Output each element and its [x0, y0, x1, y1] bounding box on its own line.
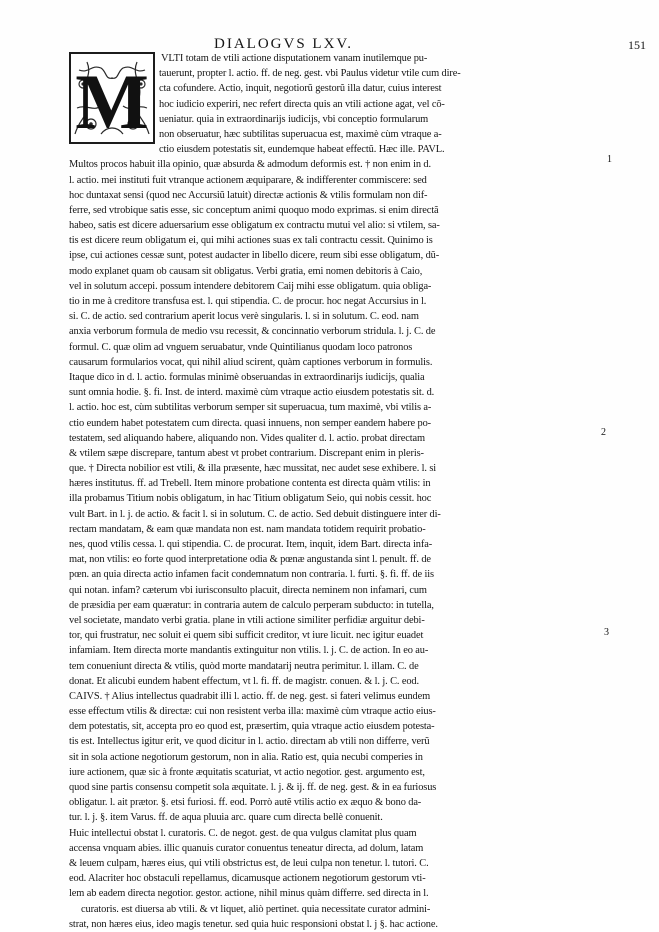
page-number: 151 — [628, 38, 646, 52]
foliage-ornament-icon — [71, 54, 153, 145]
text-line: tis est dicere reum obligatum ei, qui mihi actiones suas ex tali contractu cessit. Quinimo is — [69, 235, 433, 247]
text-line: de præsidia per eam quæratur: in contraria autem de calculo perperam subducto: in tutella, — [69, 599, 434, 611]
text-line: tauerunt, propter l. actio. ff. de neg. gest. vbi Paulus videtur vtile cum dire- — [159, 68, 461, 80]
text-line: ctio eundem habet potestatem cum directa. quasi innuens, non semper eandem habere po- — [69, 417, 432, 429]
text-line: Huic intellectui obstat l. curatoris. C. de negot. gest. de qua vulgus clamitat plus quam — [69, 827, 417, 839]
text-line: strat, non hæres eius, ideo magis tenetur. sed quia huic responsioni obstat l. j §. hac actione. — [69, 918, 438, 930]
text-line: l. actio. mei instituti fuit vtranque actionem æquiparare, & indifferenter commiscere: sed — [69, 174, 427, 186]
initial-letter: M — [75, 58, 149, 145]
text-line: lem ab eadem directa negotior. gestor. actione, nihil minus quàm differre. sed directa in l. — [69, 888, 429, 900]
margin-note: 2 — [601, 427, 606, 438]
text-line: quod sine partis consensu competit sola æquitate. l. j. & ij. ff. de neg. gest. & in ea furiosus — [69, 782, 437, 793]
text-line: Multos procos habuit illa opinio, quæ absurda & admodum deformis est. † non enim in d. — [69, 159, 431, 171]
text-line: illa probamus Titium nobis obligatum, in hac Titium obligatum Seio, qui nobis cessit. hoc — [69, 493, 432, 505]
running-title: DIALOGVS LXV. — [214, 36, 354, 52]
text-line: ueniatur. quia in extraordinarijs iudicijs, vbi conceptio formularum — [159, 113, 429, 125]
text-line: CAIVS. † Alius intellectus quadrabit illi l. actio. ff. de neg. gest. si fateri velimus eundem — [69, 690, 431, 702]
text-line: tio in me à creditore transfusa est. l. qui stipendia. C. de procur. hoc negat Accursius in l. — [69, 296, 427, 307]
text-line: habeo, satis est dicere aduersarium esse obligatum ex contractu mutui vel alio: si vtilem, sa- — [69, 220, 440, 232]
text-line: hæres institutus. ff. ad Trebell. Item minore probatione contenta est directa quàm vtilis: in — [69, 478, 431, 490]
text-line: ipse, cui actiones cessæ sunt, potest audacter in libello dicere, reum sibi esse obligatum, dũ- — [69, 250, 440, 262]
text-line: Itaque dico in d. l. actio. formulas minimè obseruandas in extraordinarijs iudicijs, qualia — [69, 371, 425, 383]
text-line: qui notan. infam? cæterum vbi iurisconsulto placuit, directa neminem non infamari, cum — [69, 584, 427, 596]
text-line: l. actio. hoc est, cùm subtilitas verborum semper sit superuacua, tum maximè, vbi vtilis a- — [69, 402, 432, 414]
text-line: non obseruatur, hæc subtilitas superuacua est, maximè cùm vtraque a- — [159, 128, 442, 140]
text-line: hoc iudicio experiri, nec refert directa quis an vtili actione agat, vel cõ- — [159, 98, 445, 110]
text-line: si. C. de actio. sed contrarium aperit locus verè singularis. l. si in solutum. C. eod. nam — [69, 311, 419, 323]
decorated-initial — [69, 52, 155, 144]
margin-note: 3 — [604, 627, 609, 638]
text-line: que. † Directa nobilior est vtili, & illa præsente, hæc mussitat, nec audet sese exhibere. l. si — [69, 463, 437, 475]
text-line: ctio eiusdem potestatis sit, eundemque habeat effectũ. Hæc ille. PAVL. — [159, 144, 445, 156]
text-line: curatoris. est diuersa ab vtili. & vt liquet, aliò pertinet. quia necessitate curator admini- — [81, 903, 431, 915]
text-line: iure actionem, quæ sic à fronte æquitatis scaturiat, vt actio negotior. gest. argumento est, — [69, 766, 425, 778]
text-line: vel societate, mandato verbi gratia. plane in vtili actione similiter perfidiæ arguitur debi- — [69, 614, 425, 626]
text-line: tur. l. j. §. item Varus. ff. de aqua pluuia arc. quare cum directa bellè conuenit. — [69, 812, 383, 824]
text-line: mat, non vtilis: eo forte quod interpretatione odia & pœnæ angustanda sint l. penult. ff. de — [69, 554, 431, 566]
text-line: infamiam. Item directa morte mandantis extinguitur non vtilis. l. j. C. de action. In eo au- — [69, 645, 429, 657]
text-line: VLTI totam de vtili actione disputationem vanam inutilemque pu- — [161, 53, 428, 64]
text-line: ferre, sed vtrobique satis esse, sic conceptum animi quoquo modo exprimas. si enim directã — [69, 204, 439, 216]
text-line: dem potestatis, sit, accepta pro eo quod est, præsertim, quia vtraque actio eiusdem potesta- — [69, 721, 435, 733]
text-line: tis est. Intellectus igitur erit, ve quod dicitur in l. actio. directam ab vtili non differre, verũ — [69, 736, 430, 748]
text-line: eod. Alacriter hoc obstaculi repellamus, dicamusque actionem negotiorum gestorum vti- — [69, 873, 426, 885]
text-line: vel in solutum accepi. possum intendere debitorem Caij mihi esse obligatum. quia obliga- — [69, 280, 432, 292]
text-line: causarum formularios vocat, qui nihil aliud scirent, quàm captiones verborum in formulis. — [69, 356, 433, 368]
text-line: anxia verborum formula de medio vsu recessit, & concinnatio verborum stridula. l. j. C. de — [69, 326, 436, 338]
text-line: sit in sola actione negotiorum gestorum, non in alia. Ratio est, quia necubi comperies in — [69, 751, 423, 763]
body-text — [69, 51, 583, 932]
text-line: hoc duntaxat sensi (quod nec Accursiũ latuit) directæ actionis & vtilis formulam non dif- — [69, 189, 428, 201]
text-line: & vtilem sæpe discrepare, tantum abest vt probet contrarium. Discrepant enim in pleris- — [69, 447, 424, 459]
text-line: & leuem culpam, hæres eius, qui vtili obstrictus est, de leui culpa non tenetur. l. tutori. C. — [69, 857, 429, 869]
text-line: cta cofundere. Actio, inquit, negotiorũ gestorũ illa datur, cuius interest — [159, 83, 442, 95]
text-line: formul. C. quæ olim ad vnguem seruabatur, vnde Quintilianus quodam loco patronos — [69, 341, 413, 353]
text-line: vult Bart. in l. j. de actio. & facit l. si in solutum. C. de actio. Sed debuit distinguere inter di- — [69, 508, 441, 520]
text-line: pœn. an quia directa actio infamen facit condemnatum non contraria. l. furti. §. fi. ff. de iis — [69, 569, 434, 581]
text-line: accensa vnquam abies. illic quanuis curator conuentus teneatur directa, ad dolum, latam — [69, 842, 424, 854]
text-line: tor, qui frustratur, nec soluit ei quem sibi sufficit creditor, vt iure licuit. nec igitur euadet — [69, 630, 424, 642]
text-line: esse effectum vtilis & directæ: cui non resistent verba illa: maximè cùm vtraque actio eius- — [69, 706, 436, 718]
margin-note: 1 — [607, 154, 612, 165]
text-line: rectam mandatam, & eam quæ mandata non est. nam mandata totidem requirit probatio- — [69, 523, 426, 535]
text-line: modo explanet quam ob causam sit obligatus. Verbi gratia, emi nomen debitoris à Caio, — [69, 265, 423, 277]
text-line: sunt omnia hodie. §. fi. Inst. de interd. maximè cùm vtraque actio eiusdem potestatis sit. d. — [69, 387, 435, 399]
text-line: obligatur. l. ait prætor. §. etsi furiosi. ff. eod. Porrò autẽ vtilis actio ex æquo & bono da- — [69, 797, 422, 809]
text-line: tem conueniunt directa & vtilis, quòd morte mandatarij neutra perimitur. l. illam. C. de — [69, 660, 419, 672]
text-line: donat. Et alicubi eundem habent effectum, vt l. fi. ff. de magistr. conuen. & l. j. C. eod. — [69, 675, 419, 687]
text-line: testatem, sed aliquando habere, aliquando non. Vides qualiter d. l. actio. probat directam — [69, 432, 425, 444]
text-line: nes, quod vtilis cessa. l. qui stipendia. C. de procurat. Item, inquit, idem Bart. directa infa- — [69, 539, 433, 550]
